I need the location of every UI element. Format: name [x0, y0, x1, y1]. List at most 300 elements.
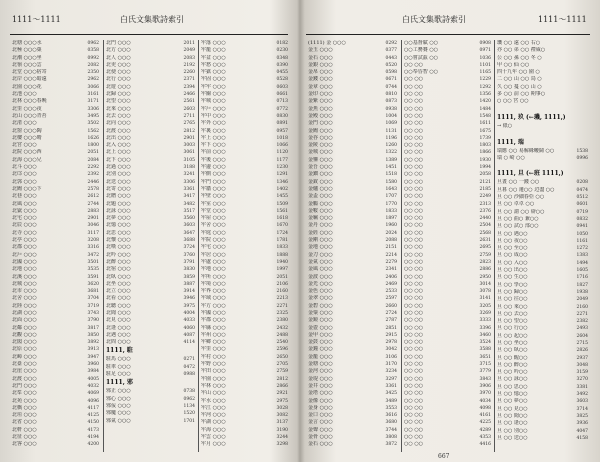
entry-number: 2886 — [479, 267, 491, 273]
entry-number: 0713 — [276, 99, 288, 105]
entry-number: 3061 — [183, 150, 195, 156]
index-entry — [495, 179, 591, 186]
entry-number: 1994 — [479, 165, 491, 171]
entry-number: 3724 — [183, 245, 195, 251]
left-column-2 — [103, 40, 198, 452]
entry-text: 亦 ○○ 弟 ○○ 禮威○ — [497, 47, 546, 54]
entry-number: 1383 — [576, 253, 588, 259]
entry-number: 2612 — [87, 194, 99, 200]
entry-number: 1739 — [479, 135, 491, 141]
entry-text: 金色 ○○○ — [308, 288, 333, 295]
entry-text: 北湖 ○○○ — [12, 309, 37, 316]
index-entry — [306, 427, 400, 434]
left-header-rule — [10, 34, 288, 35]
entry-number: 1670 — [276, 223, 288, 229]
entry-number: 3460 — [479, 332, 491, 338]
index-entry — [199, 361, 291, 368]
entry-text: 牢界 ○○○ — [201, 288, 226, 295]
entry-number: 2192 — [183, 62, 195, 68]
index-entry — [495, 148, 591, 155]
entry-number: 4034 — [479, 398, 491, 404]
index-entry — [495, 362, 591, 369]
index-entry — [104, 317, 198, 324]
entry-number: 3361 — [183, 186, 195, 192]
entry-text: ○○ ○○ — [404, 215, 424, 222]
entry-number: 0988 — [183, 372, 195, 378]
index-entry — [495, 62, 591, 69]
index-entry — [402, 40, 494, 47]
entry-text: 金河 ○○○ — [308, 368, 333, 375]
entry-text: ○○ ○○ — [404, 251, 424, 258]
index-entry — [104, 201, 198, 208]
entry-text — [495, 162, 497, 168]
index-entry — [199, 274, 291, 281]
entry-number: 0962 — [87, 41, 99, 46]
index-entry — [306, 164, 400, 171]
index-entry — [306, 230, 400, 237]
index-entry — [306, 361, 400, 368]
right-column-3 — [494, 40, 591, 452]
entry-text: 北郡 ○○○ — [12, 244, 37, 251]
entry-number: 1356 — [479, 92, 491, 98]
index-entry — [402, 383, 494, 390]
entry-number: 2185 — [479, 186, 491, 192]
entry-text: 北邙 ○○○ — [12, 171, 37, 178]
index-entry — [402, 76, 494, 83]
entry-number: 0971 — [479, 48, 491, 54]
index-entry — [402, 98, 494, 105]
entry-number: 1866 — [479, 150, 491, 156]
entry-text: 北舍 ○○○ — [12, 295, 37, 302]
entry-number: 0292 — [385, 41, 397, 46]
index-entry — [104, 171, 198, 178]
entry-text: 牢田 ○○○ — [201, 368, 226, 375]
entry-number: 2504 — [479, 223, 491, 229]
index-entry — [199, 106, 291, 113]
index-entry — [199, 354, 291, 361]
entry-text: 邪正 ○○○ — [106, 388, 131, 395]
index-entry — [495, 162, 591, 169]
entry-text: 金骨 ○○○ — [308, 434, 333, 441]
index-entry — [402, 208, 494, 215]
entry-text: ○○ ○○ — [404, 382, 424, 389]
right-column-1 — [306, 40, 400, 452]
entry-number: 3743 — [87, 310, 99, 316]
entry-number: 1346 — [276, 179, 288, 185]
entry-number: 4087 — [183, 332, 195, 338]
entry-text: 北闕 ○○○下 — [12, 185, 42, 192]
entry-number: 2578 — [87, 186, 99, 192]
entry-text: 金鞍 ○○○ — [308, 207, 333, 214]
entry-number: 2705 — [276, 362, 288, 368]
entry-text: ○○ ○○ — [404, 222, 424, 229]
entry-text: 金吾 ○○○ — [308, 164, 333, 171]
index-entry — [306, 76, 400, 83]
entry-number: 2724 — [385, 310, 397, 316]
entry-text: 金塔 ○○○ — [308, 390, 333, 397]
index-entry — [495, 384, 591, 391]
entry-text: 邪氣 ○○○ — [106, 417, 131, 424]
entry-number: 3859 — [183, 274, 195, 280]
index-entry — [199, 252, 291, 259]
index-entry — [306, 332, 400, 339]
entry-number: 2711 — [183, 113, 195, 119]
index-entry — [402, 62, 494, 69]
index-entry — [199, 266, 291, 273]
entry-text: 北門 ○○○ — [106, 40, 131, 46]
entry-number: 0271 — [183, 357, 195, 363]
entry-number: 0474 — [576, 187, 588, 193]
entry-number: 0208 — [576, 180, 588, 186]
index-entry — [199, 62, 291, 69]
entry-number: 4047 — [576, 428, 588, 434]
entry-text: 金翠 ○○○ — [308, 295, 333, 302]
entry-text: 北塘 ○○○水 — [12, 40, 42, 46]
index-entry — [199, 55, 291, 62]
index-heading — [495, 169, 591, 179]
left-page — [8, 0, 292, 462]
index-entry — [10, 390, 102, 397]
entry-text: 北山 ○○○青苔 — [12, 112, 47, 119]
entry-text: ○○奉昏智 ○○ — [404, 69, 439, 76]
index-entry — [495, 187, 591, 194]
entry-text: 牢域 ○○○ — [201, 295, 226, 302]
entry-number: 4161 — [479, 413, 491, 419]
entry-text: 牢上 ○○○ — [201, 134, 226, 141]
entry-text — [495, 106, 497, 112]
entry-number: 3014 — [479, 281, 491, 287]
entry-number: 0182 — [276, 41, 288, 46]
index-entry — [10, 398, 102, 405]
entry-text: 北贈 ○○○ — [106, 193, 131, 200]
index-entry — [402, 361, 494, 368]
index-entry — [10, 441, 102, 448]
index-entry — [402, 244, 494, 251]
entry-text: ○○ ○○ — [404, 317, 424, 324]
index-entry — [495, 155, 591, 162]
index-entry — [495, 267, 591, 274]
index-heading — [495, 138, 591, 148]
entry-text: 牢庭 ○○○ — [201, 229, 226, 236]
entry-text: 金籠 ○○○ — [308, 353, 333, 360]
entry-text: 甲 ○○ 仙 ○○ — [497, 61, 530, 68]
entry-number: 3647 — [183, 230, 195, 236]
index-entry — [199, 383, 291, 390]
entry-number: 2744 — [87, 201, 99, 207]
entry-text: 牢堂 ○○○ — [201, 207, 226, 214]
index-entry — [199, 84, 291, 91]
entry-text: 金剛 ○○○ — [308, 237, 333, 244]
entry-text: 北嘆 ○○○ — [106, 244, 131, 251]
entry-text: 牢村 ○○○ — [201, 353, 226, 360]
entry-number: 4117 — [87, 405, 99, 411]
entry-text: 旦 ○○ 望○○ — [497, 318, 528, 325]
entry-number: 2432 — [276, 325, 288, 331]
entry-number: 0941 — [576, 224, 588, 230]
entry-text: 公 ○○ 孫 ○○ 冬 ○ — [497, 54, 542, 61]
index-entry — [199, 332, 291, 339]
index-entry — [402, 441, 494, 448]
entry-text: 旦 ○○ 出○○ — [497, 267, 528, 274]
entry-number: 0601 — [576, 202, 588, 208]
entry-text: 北苑 ○○○ — [12, 397, 37, 404]
entry-number: 2249 — [479, 194, 491, 200]
entry-text: 北問 ○○○ — [106, 339, 131, 346]
index-entry — [495, 369, 591, 376]
index-entry — [104, 135, 198, 142]
entry-number: 2376 — [479, 208, 491, 214]
index-entry — [10, 281, 102, 288]
entry-number: 1724 — [276, 230, 288, 236]
index-entry — [402, 193, 494, 200]
entry-text: 北陸 ○○○ — [12, 302, 37, 309]
entry-text: 駐車 ○○○ — [106, 363, 131, 370]
entry-number: 3170 — [385, 362, 397, 368]
index-entry — [306, 201, 400, 208]
index-entry — [104, 47, 198, 54]
entry-number: 3105 — [183, 157, 195, 163]
entry-text: ○○ ○○ — [404, 244, 424, 251]
index-entry — [10, 113, 102, 120]
index-entry — [104, 332, 198, 339]
entry-number: 4289 — [479, 427, 491, 433]
left-column-3 — [198, 40, 291, 452]
index-entry — [402, 317, 494, 324]
index-entry — [199, 98, 291, 105]
right-page — [302, 0, 594, 462]
entry-text: 牢戶 ○○○ — [201, 105, 226, 112]
entry-text: ○○ ○○ — [404, 353, 424, 360]
index-entry — [306, 215, 400, 222]
index-entry — [199, 179, 291, 186]
entry-text: 旦 ○○ 思○○ — [497, 383, 528, 390]
entry-number: 1770 — [385, 201, 397, 207]
entry-text: 牢河 ○○○ — [201, 412, 226, 419]
entry-text: 金言 ○○○ — [308, 419, 333, 426]
entry-text: 北閣 ○○○ — [12, 339, 37, 346]
entry-number: 4150 — [87, 420, 99, 426]
index-entry — [402, 186, 494, 193]
entry-text: 金紫 ○○○ — [308, 98, 333, 105]
entry-text: 旦 ○○ 聞○○ — [497, 412, 528, 419]
entry-number: 2759 — [276, 369, 288, 375]
entry-text: 旦 ○○ 醒○○ — [497, 354, 528, 361]
entry-text: 久 ○○ 蔓 ○○ 山 ○ — [497, 83, 542, 90]
entry-number: 3082 — [276, 413, 288, 419]
entry-text: 駐足 ○○○ — [106, 371, 131, 378]
index-entry — [495, 201, 591, 208]
entry-text: 北逢 ○○○ — [106, 324, 131, 331]
index-entry — [10, 69, 102, 76]
index-entry — [402, 237, 494, 244]
entry-number: 2151 — [385, 245, 397, 251]
entry-number: 2213 — [276, 296, 288, 302]
index-entry — [199, 434, 291, 441]
index-entry — [306, 259, 400, 266]
index-entry — [306, 157, 400, 164]
entry-number: 0661 — [276, 92, 288, 98]
entry-text: ○○ ○○ — [404, 120, 424, 127]
index-entry — [306, 135, 400, 142]
entry-number: 1707 — [385, 194, 397, 200]
entry-number: 2011 — [183, 41, 195, 46]
entry-number: 4158 — [576, 435, 588, 441]
entry-number: 1161 — [576, 238, 588, 244]
entry-number: 2597 — [385, 296, 397, 302]
entry-text: 北入 ○○○ — [106, 142, 131, 149]
entry-text: 金釵 ○○○ — [308, 178, 333, 185]
index-entry — [104, 157, 198, 164]
entry-number: 2488 — [276, 332, 288, 338]
index-entry — [104, 252, 198, 259]
index-entry — [104, 388, 198, 395]
index-entry — [199, 157, 291, 164]
index-entry — [199, 230, 291, 237]
index-entry — [10, 149, 102, 156]
entry-text: 牢門 ○○○ — [201, 178, 226, 185]
entry-number: 3482 — [183, 201, 195, 207]
entry-number: 2765 — [183, 121, 195, 127]
entry-text: 牢邊 ○○○ — [201, 164, 226, 171]
index-entry — [199, 303, 291, 310]
index-entry — [495, 106, 591, 113]
entry-text: 旦 ○○ 見○○ — [497, 405, 528, 412]
entry-text: 北宿 ○○○ — [106, 266, 131, 273]
entry-text: 北崖 ○○○ — [12, 368, 37, 375]
entry-number: 0348 — [276, 55, 288, 61]
index-entry — [104, 120, 198, 127]
index-entry — [10, 91, 102, 98]
entry-text: 北渚 ○○○ — [12, 120, 37, 127]
index-entry — [306, 339, 400, 346]
entry-number: 1538 — [576, 148, 588, 154]
entry-text: 金銀 ○○○ — [308, 61, 333, 68]
index-entry — [495, 69, 591, 76]
index-entry — [402, 434, 494, 441]
index-entry — [199, 201, 291, 208]
entry-number: 3704 — [87, 296, 99, 302]
index-entry — [306, 84, 400, 91]
entry-number: 1484 — [479, 106, 491, 112]
entry-number: 2823 — [479, 259, 491, 265]
index-entry — [104, 84, 198, 91]
entry-number: 2371 — [183, 77, 195, 83]
entry-number: 0938 — [385, 106, 397, 112]
index-entry — [495, 391, 591, 398]
entry-number: 1177 — [276, 157, 288, 163]
entry-text: 金地 ○○○ — [308, 244, 333, 251]
entry-text: 金塘 ○○○ — [308, 361, 333, 368]
entry-number: 1548 — [479, 113, 491, 119]
entry-number: 0443 — [385, 55, 397, 61]
entry-number: 3680 — [385, 420, 397, 426]
entry-text: 北風 ○○○ — [12, 200, 37, 207]
index-entry — [495, 55, 591, 62]
entry-text: 二 ○○ 山 ○○ 鳥 ○ — [497, 76, 542, 83]
entry-text: 北郭 ○○○ — [12, 178, 37, 185]
entry-text: 北詠 ○○○ — [106, 207, 131, 214]
entry-text: 邪佞 ○○○ — [106, 402, 131, 409]
entry-number: 1229 — [479, 77, 491, 83]
entry-text: 旦 ○○ 卓卓 ○○ — [497, 201, 535, 208]
entry-number: 1716 — [576, 275, 588, 281]
entry-number: 3970 — [479, 391, 491, 397]
entry-text: ○○ ○○ — [404, 288, 424, 295]
entry-number: 2088 — [385, 238, 397, 244]
index-entry — [306, 383, 400, 390]
entry-text: ○○ ○○ — [404, 302, 424, 309]
entry-number: 3760 — [183, 252, 195, 258]
entry-text: 金鈿 ○○○ — [308, 171, 333, 178]
entry-text: 金石 ○○○ — [308, 54, 333, 61]
entry-text: 牢地 ○○○ — [201, 266, 226, 273]
entry-text: 牢城 ○○○ — [201, 98, 226, 105]
index-entry — [402, 164, 494, 171]
index-entry — [306, 281, 400, 288]
entry-text: 駐馬 ○○○ — [106, 356, 131, 363]
entry-number: 3960 — [87, 362, 99, 368]
entry-text: ○○ ○○ — [404, 375, 424, 382]
index-entry — [10, 412, 102, 419]
entry-number: 3850 — [87, 332, 99, 338]
entry-text: 北上 ○○○ — [106, 149, 131, 156]
entry-number: 1518 — [385, 172, 397, 178]
index-entry — [10, 128, 102, 135]
entry-text: 牢關 ○○○ — [201, 91, 226, 98]
entry-number: 1997 — [276, 267, 288, 273]
entry-number: 1833 — [385, 208, 397, 214]
index-entry — [495, 231, 591, 238]
index-entry — [199, 405, 291, 412]
entry-text: 北夢 ○○○ — [106, 215, 131, 222]
entry-number: 3381 — [576, 384, 588, 390]
entry-number: 2568 — [479, 230, 491, 236]
index-entry — [10, 62, 102, 69]
index-entry — [495, 340, 591, 347]
entry-number: 2812 — [183, 128, 195, 134]
entry-text: 北別 ○○○ — [106, 171, 131, 178]
entry-text: 北嶺 ○○○雲 — [12, 61, 42, 68]
index-entry — [199, 40, 291, 47]
entry-text: ○○嘗試茲 ○○ — [404, 54, 439, 61]
entry-text: 牢中 ○○○ — [201, 112, 226, 119]
entry-text: ○○ ○○ — [404, 280, 424, 287]
entry-number: 3744 — [385, 427, 397, 433]
entry-number: 3159 — [576, 370, 588, 376]
index-entry — [10, 171, 102, 178]
index-entry — [306, 98, 400, 105]
index-entry — [495, 355, 591, 362]
entry-text: ○○ ○○ — [404, 434, 424, 441]
index-entry — [495, 223, 591, 230]
index-entry — [10, 179, 102, 186]
entry-number: 3791 — [183, 259, 195, 265]
index-entry — [306, 368, 400, 375]
index-entry — [199, 215, 291, 222]
entry-text: 北出 ○○○ — [106, 134, 131, 141]
entry-text: (1111) 金 ○○○ — [308, 40, 346, 46]
index-entry — [10, 376, 102, 383]
entry-text: 1111, 瑞 — [497, 138, 524, 146]
index-entry — [199, 128, 291, 135]
entry-text: 北寄 ○○○ — [106, 185, 131, 192]
entry-number: 4225 — [479, 420, 491, 426]
index-entry — [104, 288, 198, 295]
entry-text: 金口 ○○○ — [308, 412, 333, 419]
entry-text: 旦 ○○ 起○○ — [497, 332, 528, 339]
index-entry — [104, 244, 198, 251]
entry-number: 1050 — [576, 231, 588, 237]
